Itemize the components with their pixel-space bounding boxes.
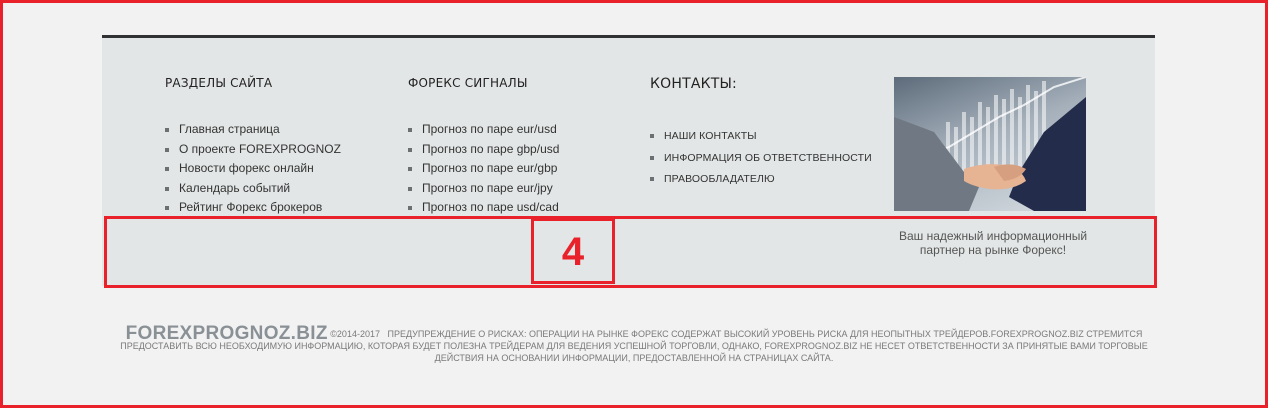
footer-link-label[interactable]: Календарь событий bbox=[179, 180, 291, 195]
contacts-list bbox=[650, 126, 872, 191]
bullet-icon bbox=[650, 156, 654, 160]
footer-link-brokers[interactable] bbox=[165, 198, 341, 218]
footer-link-gbpusd[interactable] bbox=[408, 140, 559, 160]
footer-link-label[interactable]: ИНФОРМАЦИЯ ОБ ОТВЕТСТВЕННОСТИ bbox=[664, 151, 872, 164]
footer-signals-column bbox=[408, 76, 559, 218]
footer-link-contacts[interactable] bbox=[650, 126, 872, 148]
bottom-disclaimer bbox=[120, 323, 1148, 364]
footer-link-label[interactable]: Прогноз по паре usd/cad bbox=[422, 200, 559, 214]
footer-contacts-column bbox=[650, 76, 872, 191]
bullet-icon bbox=[408, 206, 412, 210]
slogan-line-2: партнер на рынке Форекс! bbox=[919, 243, 1067, 257]
annotation-number-box bbox=[531, 218, 615, 284]
signals-list bbox=[408, 120, 559, 218]
footer-link-label[interactable]: Новости форекс онлайн bbox=[179, 161, 314, 175]
bullet-icon bbox=[165, 128, 169, 132]
footer-link-eurjpy[interactable] bbox=[408, 179, 559, 199]
bullet-icon bbox=[408, 167, 412, 171]
bullet-icon bbox=[165, 187, 169, 191]
footer-link-news[interactable] bbox=[165, 159, 341, 179]
footer-link-responsibility[interactable] bbox=[650, 148, 872, 170]
footer-link-label[interactable]: Прогноз по паре eur/gbp bbox=[422, 161, 558, 175]
footer-link-home[interactable] bbox=[165, 120, 341, 140]
bullet-icon bbox=[650, 134, 654, 138]
bullet-icon bbox=[165, 167, 169, 171]
footer-link-label[interactable]: Главная страница bbox=[179, 122, 280, 136]
footer-link-copyright-holder[interactable] bbox=[650, 169, 872, 191]
footer-link-label[interactable]: Прогноз по паре eur/jpy bbox=[422, 180, 553, 195]
annotation-number: 4 bbox=[561, 230, 585, 274]
footer-link-label[interactable]: Прогноз по паре eur/usd bbox=[422, 122, 557, 136]
footer-link-eurgbp[interactable] bbox=[408, 159, 559, 179]
bullet-icon bbox=[650, 177, 654, 181]
brand-logo-text[interactable]: FOREXPROGNOZ.BIZ bbox=[125, 323, 328, 344]
contacts-heading: КОНТАКТЫ: bbox=[650, 76, 737, 92]
handshake-image bbox=[894, 77, 1086, 211]
handshake-illustration bbox=[894, 77, 1086, 211]
bullet-icon bbox=[408, 128, 412, 132]
footer-link-label[interactable]: НАШИ КОНТАКТЫ bbox=[664, 130, 757, 142]
bullet-icon bbox=[408, 187, 412, 191]
footer-link-label[interactable]: ПРАВООБЛАДАТЕЛЮ bbox=[664, 173, 775, 185]
footer-link-label[interactable]: Прогноз по паре gbp/usd bbox=[422, 141, 560, 156]
bullet-icon bbox=[408, 148, 412, 152]
slogan-line-1: Ваш надежный информационный bbox=[898, 229, 1088, 243]
sections-heading: РАЗДЕЛЫ САЙТА bbox=[165, 76, 273, 90]
bullet-icon bbox=[165, 206, 169, 210]
copyright-text: ©2014-2017 bbox=[330, 329, 380, 339]
footer-link-label[interactable]: Рейтинг Форекс брокеров bbox=[179, 200, 323, 214]
footer-link-about[interactable] bbox=[165, 140, 341, 160]
risk-warning-text: ПРЕДУПРЕЖДЕНИЕ О РИСКАХ: ОПЕРАЦИИ НА РЫНКЕ ФОРЕКС СОДЕРЖАТ ВЫСОКИЙ УРОВЕНЬ РИСКА ДЛЯ НЕОПЫТНЫХ ТРЕЙДЕРОВ.FOREXPROGNOZ.BIZ СТРЕМИТСЯ ПРЕДОСТАВИТЬ ВСЮ НЕОБХОДИМУЮ ИНФОРМАЦИЮ, КОТОРАЯ БУДЕТ ПОЛЕЗНА ТРЕЙДЕРАМ ДЛЯ ВЕДЕНИЯ УСПЕШНОЙ ТОРГОВЛИ, ОДНАКО, FOREXPROGNOZ.BIZ НЕ НЕСЕТ ОТВЕТСТВЕННОСТИ ЗА ПРИНЯТЫЕ ВАМИ ТОРГОВЫЕ ДЕЙСТВИЯ НА ОСНОВАНИИ ИНФОРМАЦИИ, ПРЕДОСТАВЛЕННОЙ НА СТРАНИЦАХ САЙТА. bbox=[120, 329, 1148, 363]
footer-link-usdcad[interactable] bbox=[408, 198, 559, 218]
signals-heading: ФОРЕКС СИГНАЛЫ bbox=[408, 76, 528, 90]
footer-link-calendar[interactable] bbox=[165, 179, 341, 199]
bullet-icon bbox=[165, 148, 169, 152]
footer-sections-column bbox=[165, 76, 341, 218]
sections-list bbox=[165, 120, 341, 218]
footer-link-eurusd[interactable] bbox=[408, 120, 559, 140]
annotation-highlight-row bbox=[104, 216, 1157, 288]
footer-link-label[interactable]: О проекте FOREXPROGNOZ bbox=[179, 141, 341, 156]
